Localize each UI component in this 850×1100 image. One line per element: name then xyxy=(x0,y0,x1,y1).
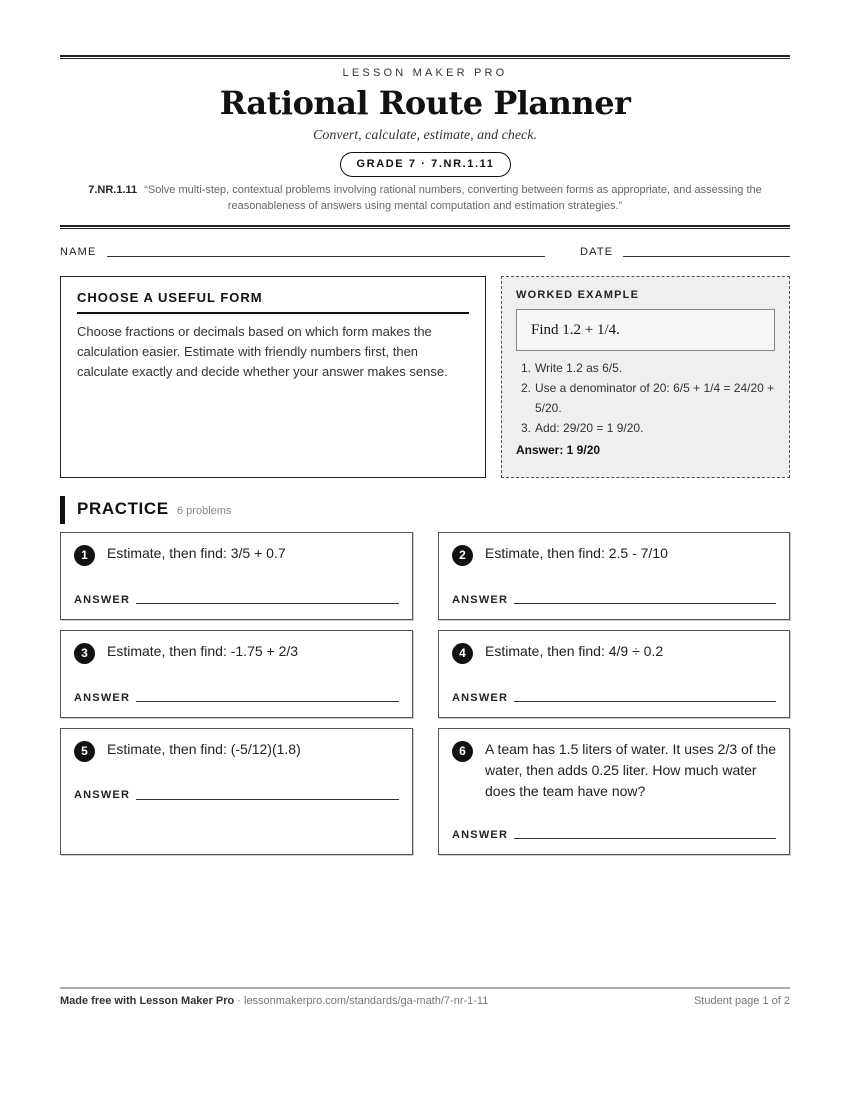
choose-form-box xyxy=(60,276,486,478)
footer-credit xyxy=(60,995,488,1007)
worked-example-step: 3. Add: 29/20 = 1 9/20. xyxy=(521,421,644,435)
problem-number-badge: 2 xyxy=(452,545,473,566)
answer-label: ANSWER xyxy=(74,594,131,606)
problem-card-2 xyxy=(438,532,790,620)
answer-field-5[interactable] xyxy=(136,799,399,800)
problem-text: Estimate, then find: (-5/12)(1.8) xyxy=(107,741,301,757)
worked-example-prompt: Find 1.2 + 1/4. xyxy=(516,309,775,351)
problem-text: A team has 1.5 liters of water. It uses 2/3 of the water, then adds 0.25 liter. How much water does the team have now? xyxy=(485,741,777,799)
page-subtitle: Convert, calculate, estimate, and check. xyxy=(313,128,537,143)
problem-number-badge: 6 xyxy=(452,741,473,762)
footer-url: · lessonmakerpro.com/standards/ga-math/7-nr-1-11 xyxy=(234,995,489,1007)
problem-text: Estimate, then find: 4/9 ÷ 0.2 xyxy=(485,643,664,659)
problem-text: Estimate, then find: -1.75 + 2/3 xyxy=(107,643,299,659)
answer-label: ANSWER xyxy=(452,594,509,606)
answer-field-3[interactable] xyxy=(136,701,399,702)
problem-card-1 xyxy=(60,532,413,620)
problem-text: Estimate, then find: 2.5 - 7/10 xyxy=(485,545,668,561)
standard-code: 7.NR.1.11 xyxy=(88,184,138,196)
grade-badge: GRADE 7 · 7.NR.1.11 xyxy=(340,152,511,177)
choose-form-heading: CHOOSE A USEFUL FORM xyxy=(77,290,469,314)
footer-made-with: Made free with Lesson Maker Pro xyxy=(60,995,235,1007)
name-label: NAME xyxy=(60,246,97,258)
standard-description xyxy=(70,182,780,214)
footer-rule xyxy=(60,987,790,989)
practice-heading: PRACTICE xyxy=(77,499,169,518)
problem-card-6 xyxy=(438,728,790,855)
footer-page-number: Student page 1 of 2 xyxy=(693,995,790,1007)
problem-number-badge: 5 xyxy=(74,741,95,762)
worked-example-answer: Answer: 1 9/20 xyxy=(516,443,601,457)
problem-number-badge: 1 xyxy=(74,545,95,566)
answer-field-1[interactable] xyxy=(136,603,399,604)
worked-example-step: 2. Use a denominator of 20: 6/5 + 1/4 = 24/20 + 5/20. xyxy=(521,381,775,415)
problem-card-3 xyxy=(60,630,413,718)
date-field[interactable] xyxy=(623,256,790,257)
top-double-rule xyxy=(60,55,790,59)
answer-field-2[interactable] xyxy=(514,603,776,604)
standard-text: “Solve multi-step, contextual problems involving rational numbers, converting between forms as appropriate, and assessing the reasonableness of answers using mental computation and estimation strategies.” xyxy=(144,184,762,212)
answer-field-4[interactable] xyxy=(514,701,776,702)
problem-number-badge: 3 xyxy=(74,643,95,664)
answer-field-6[interactable] xyxy=(514,838,776,839)
practice-accent-bar xyxy=(60,496,65,524)
problem-card-4 xyxy=(438,630,790,718)
brand-label: LESSON MAKER PRO xyxy=(342,67,508,79)
name-field[interactable] xyxy=(107,256,545,257)
answer-label: ANSWER xyxy=(74,789,131,801)
date-label: DATE xyxy=(580,246,614,258)
page-title: Rational Route Planner xyxy=(219,84,631,122)
worked-example-heading: WORKED EXAMPLE xyxy=(516,289,640,301)
problem-text: Estimate, then find: 3/5 + 0.7 xyxy=(107,545,286,561)
problem-card-5 xyxy=(60,728,413,855)
answer-label: ANSWER xyxy=(74,692,131,704)
practice-count: 6 problems xyxy=(177,505,232,517)
answer-label: ANSWER xyxy=(452,829,509,841)
answer-label: ANSWER xyxy=(452,692,509,704)
header-bottom-rule xyxy=(60,225,790,229)
worked-example-box xyxy=(501,276,790,478)
problem-number-badge: 4 xyxy=(452,643,473,664)
worked-example-step: 1. Write 1.2 as 6/5. xyxy=(521,361,623,375)
choose-form-body: Choose fractions or decimals based on which form makes the calculation easier. Estimate with friendly numbers first, then calculate exactly and decide whether your answer makes sense. xyxy=(77,324,448,379)
worked-example-steps xyxy=(516,358,775,438)
